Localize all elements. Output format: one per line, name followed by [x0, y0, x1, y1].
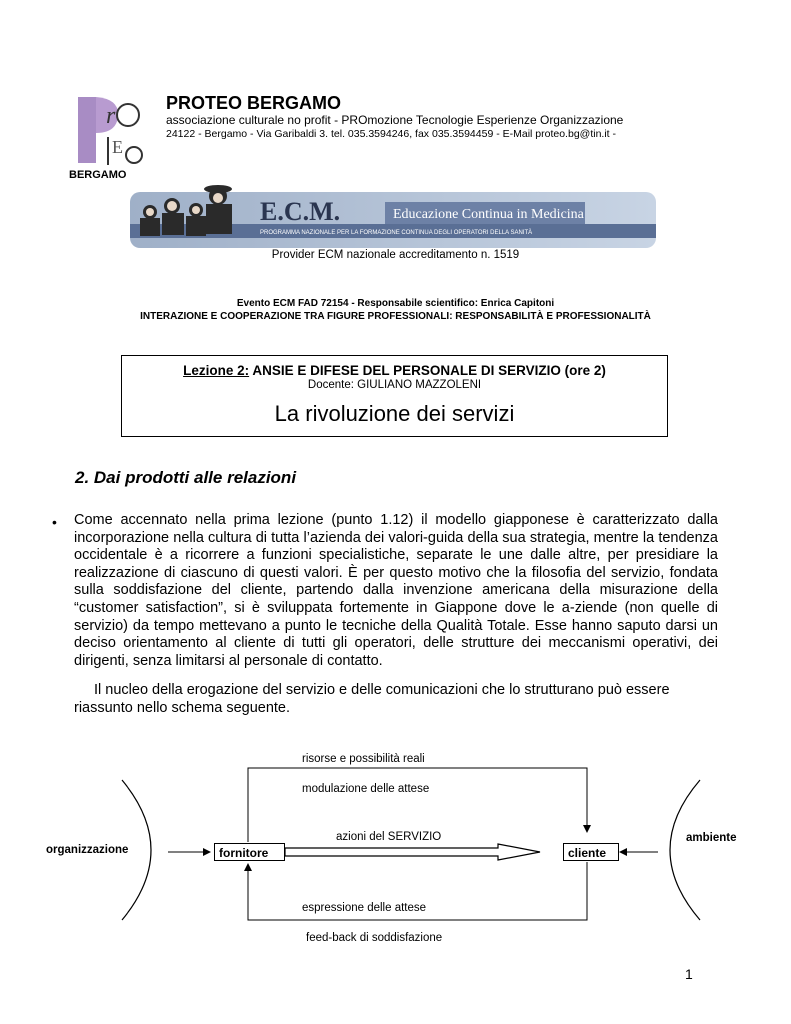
label-modulazione: modulazione delle attese	[302, 783, 430, 795]
node-fornitore: fornitore	[214, 843, 285, 861]
org-title: PROTEO BERGAMO	[166, 93, 342, 113]
banner-subtitle: Educazione Continua in Medicina	[393, 207, 584, 222]
label-organizzazione: organizzazione	[46, 844, 129, 856]
provider-line: Provider ECM nazionale accreditamento n. 1519	[271, 249, 520, 261]
label-ambiente: ambiente	[686, 832, 737, 844]
lesson-label: Lezione 2:	[183, 363, 250, 378]
logo-caption: BERGAMO	[69, 169, 127, 181]
label-feedback: feed-back di soddisfazione	[306, 932, 443, 944]
lesson-title: ANSIE E DIFESE DEL PERSONALE DI SERVIZIO (ore 2)	[249, 363, 606, 378]
node-cliente: cliente	[563, 843, 619, 861]
ecm-banner	[130, 182, 656, 250]
lesson-box	[121, 355, 668, 437]
section-heading: 2. Dai prodotti alle relazioni	[75, 468, 297, 487]
proteo-logo	[76, 93, 148, 169]
org-address: 24122 - Bergamo - Via Garibaldi 3. tel. 035.3594246, fax 035.3594459 - E-Mail proteo.bg@tin.it -	[166, 128, 616, 140]
lesson-heading	[122, 363, 667, 378]
paragraph-1: Come accennato nella prima lezione (punto 1.12) il modello giapponese è caratterizzato dalla incorporazione nella cultura di tutta l’azienda dei valori-guida della sua strategia, mentre la tendenza occidentale è a ricorrere a funzioni specialistiche, separate le une dalle altre, per presidiare la realizzazione di ciascuno di questi valori. È per questo motivo che la filosofia del servizio, fondata sulla soddisfazione del cliente, partendo dalla invenzione americana della misurazione della “customer satisfaction”, si è sviluppata fortemente in Giappone dove le a-ziende (non quelle di servizio) da tempo mettevano a punto le tecniche della Qualità Totale. Esse hanno saputo darsi un deciso orientamento al cliente di tutti gli operatori, delle strutture dei meccanismi operativi, dei dirigenti, senza limitarsi al personale di contatto.	[74, 512, 718, 669]
docente: Docente: GIULIANO MAZZOLENI	[307, 379, 482, 391]
service-diagram	[0, 740, 791, 960]
paragraph-2: Il nucleo della erogazione del servizio e delle comunicazioni che lo strutturano può essere riassunto nello schema seguente.	[74, 682, 670, 716]
service-arrow	[285, 844, 540, 860]
banner-title: E.C.M.	[260, 197, 341, 226]
label-azioni: azioni del SERVIZIO	[336, 831, 442, 843]
page-number: 1	[685, 966, 693, 982]
svg-text:E: E	[112, 137, 123, 157]
label-risorse: risorse e possibilità reali	[302, 753, 425, 765]
event-line-1: Evento ECM FAD 72154 - Responsabile scientifico: Enrica Capitoni	[236, 298, 555, 309]
svg-text:r: r	[106, 103, 116, 129]
right-bracket	[670, 780, 700, 920]
page-title: La rivoluzione dei servizi	[274, 401, 515, 426]
org-subtitle: associazione culturale no profit - PROmozione Tecnologie Esperienze Organizzazione	[166, 113, 624, 127]
bullet-marker: •	[52, 514, 57, 530]
event-line-2: INTERAZIONE E COOPERAZIONE TRA FIGURE PROFESSIONALI: RESPONSABILITÀ E PROFESSIONALITÀ	[140, 311, 651, 322]
banner-tagline: PROGRAMMA NAZIONALE PER LA FORMAZIONE CONTINUA DEGLI OPERATORI DELLA SANITÀ	[260, 230, 533, 236]
label-espressione: espressione delle attese	[302, 902, 427, 914]
